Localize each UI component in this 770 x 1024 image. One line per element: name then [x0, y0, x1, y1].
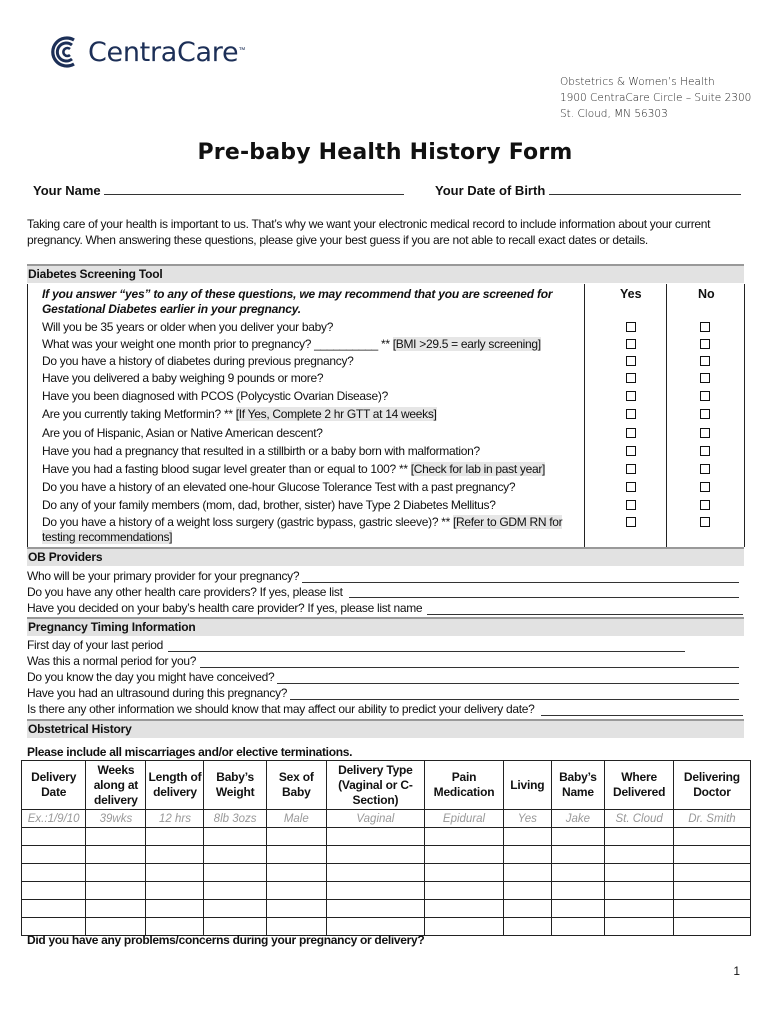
checkbox-no[interactable] [700, 446, 710, 456]
table-row-example [22, 810, 751, 828]
diabetes-question: Do you have a history of a weight loss surgery (gastric bypass, gastric sleeve)? ** [Refer to GDM RN for [42, 515, 563, 529]
checkbox-no[interactable] [700, 356, 710, 366]
timing-question: Do you know the day you might have conceived? [27, 670, 275, 684]
table-cell[interactable] [22, 900, 86, 918]
diabetes-question: Have you been diagnosed with PCOS (Polycystic Ovarian Disease)? [42, 389, 388, 403]
ob-provider-blank[interactable] [302, 582, 739, 583]
column-header: Delivering Doctor [673, 761, 750, 810]
diabetes-question: Do any of your family members (mom, dad, brother, sister) have Type 2 Diabetes Mellitus? [42, 498, 496, 512]
table-cell[interactable] [146, 900, 204, 918]
table-row [22, 882, 751, 900]
timing-blank[interactable] [277, 683, 739, 684]
column-header: Baby’s Weight [204, 761, 266, 810]
checkbox-no[interactable] [700, 428, 710, 438]
table-cell[interactable] [551, 828, 605, 846]
example-cell: Ex.:1/9/10 [22, 810, 86, 828]
question-note: [Refer to GDM RN for [453, 515, 563, 529]
table-row [22, 900, 751, 918]
section-diabetes-heading: Diabetes Screening Tool [27, 264, 744, 283]
diabetes-question: Will you be 35 years or older when you deliver your baby? [42, 320, 334, 334]
column-header: Where Delivered [605, 761, 674, 810]
column-header: Delivery Date [22, 761, 86, 810]
table-cell[interactable] [673, 846, 750, 864]
checkbox-yes[interactable] [626, 373, 636, 383]
table-cell[interactable] [424, 828, 503, 846]
timing-blank[interactable] [541, 715, 743, 716]
diabetes-question: Are you currently taking Metformin? ** [If Yes, Complete 2 hr GTT at 14 weeks] [42, 407, 437, 421]
column-header: Living [504, 761, 551, 810]
table-cell[interactable] [424, 918, 503, 936]
table-cell[interactable] [504, 846, 551, 864]
timing-question: Was this a normal period for you? [27, 654, 197, 668]
table-cell[interactable] [673, 900, 750, 918]
table-cell[interactable] [204, 864, 266, 882]
table-cell[interactable] [424, 882, 503, 900]
section-timing-heading: Pregnancy Timing Information [27, 617, 744, 636]
table-cell[interactable] [22, 828, 86, 846]
form-title: Pre-baby Health History Form [197, 140, 573, 165]
section-obstetrical-history-heading: Obstetrical History [27, 719, 744, 738]
table-cell[interactable] [266, 900, 326, 918]
example-cell: 12 hrs [146, 810, 204, 828]
table-row [22, 864, 751, 882]
checkbox-no[interactable] [700, 482, 710, 492]
checkbox-yes[interactable] [626, 464, 636, 474]
address-line: St. Cloud, MN 56303 [560, 108, 668, 120]
table-cell[interactable] [605, 882, 674, 900]
diabetes-question: Have you had a fasting blood sugar level greater than or equal to 100? ** [Check for lab in past year] [42, 462, 546, 476]
question-note: [Check for lab in past year] [410, 462, 546, 476]
checkbox-no[interactable] [700, 391, 710, 401]
ob-provider-question: Have you decided on your baby’s health care provider? If yes, please list name [27, 601, 423, 615]
table-cell[interactable] [146, 828, 204, 846]
table-cell[interactable] [204, 900, 266, 918]
checkbox-yes[interactable] [626, 482, 636, 492]
diabetes-question: Do you have a history of an elevated one-hour Glucose Tolerance Test with a past pregnancy? [42, 480, 516, 494]
table-cell[interactable] [551, 900, 605, 918]
checkbox-no[interactable] [700, 409, 710, 419]
diabetes-question: Are you of Hispanic, Asian or Native American descent? [42, 426, 323, 440]
timing-question: First day of your last period [27, 638, 164, 652]
checkbox-yes[interactable] [626, 428, 636, 438]
example-cell: Vaginal [326, 810, 424, 828]
checkbox-yes[interactable] [626, 391, 636, 401]
table-cell[interactable] [504, 882, 551, 900]
timing-question: Have you had an ultrasound during this pregnancy? [27, 686, 288, 700]
column-header: Delivery Type (Vaginal or C-Section) [326, 761, 424, 810]
table-cell[interactable] [673, 864, 750, 882]
table-cell[interactable] [551, 864, 605, 882]
checkbox-yes[interactable] [626, 356, 636, 366]
clinic-address [560, 74, 751, 122]
table-cell[interactable] [424, 864, 503, 882]
diabetes-question: Have you had a pregnancy that resulted in a stillbirth or a baby born with malformation? [42, 444, 480, 458]
table-cell[interactable] [146, 882, 204, 900]
example-cell: Epidural [424, 810, 503, 828]
example-cell: Yes [504, 810, 551, 828]
centracare-logo-icon [48, 34, 82, 70]
diabetes-question: What was your weight one month prior to pregnancy? __________ ** [BMI >29.5 = early screening] [42, 337, 541, 351]
logo-wordmark: CentraCare [88, 36, 239, 68]
table-cell[interactable] [605, 918, 674, 936]
checkbox-yes[interactable] [626, 500, 636, 510]
table-cell[interactable] [86, 900, 146, 918]
table-cell[interactable] [326, 864, 424, 882]
table-cell[interactable] [266, 828, 326, 846]
table-cell[interactable] [86, 882, 146, 900]
table-cell[interactable] [424, 900, 503, 918]
example-cell: 39wks [86, 810, 146, 828]
column-header: Sex of Baby [266, 761, 326, 810]
table-cell[interactable] [86, 828, 146, 846]
table-cell[interactable] [605, 900, 674, 918]
diabetes-table [27, 284, 745, 547]
table-cell[interactable] [673, 918, 750, 936]
table-row [22, 846, 751, 864]
table-cell[interactable] [204, 828, 266, 846]
checkbox-yes[interactable] [626, 322, 636, 332]
checkbox-yes[interactable] [626, 409, 636, 419]
dob-field[interactable] [435, 183, 741, 198]
table-cell[interactable] [605, 828, 674, 846]
example-cell: Jake [551, 810, 605, 828]
timing-blank[interactable] [168, 651, 685, 652]
logo-trademark: ™ [238, 46, 246, 54]
dob-blank[interactable] [549, 194, 741, 195]
table-cell[interactable] [204, 846, 266, 864]
intro-text: Taking care of your health is important to us. That’s why we want your electronic medical record to include information about your current pregnancy. When answering these questions, please give your best guess if you are not able to recall exact dates or details. [27, 217, 711, 247]
ob-provider-blank[interactable] [427, 614, 743, 615]
table-cell[interactable] [266, 846, 326, 864]
section-ob-providers-heading: OB Providers [27, 547, 744, 566]
example-cell: Dr. Smith [673, 810, 750, 828]
table-cell[interactable] [504, 918, 551, 936]
timing-blank[interactable] [290, 699, 739, 700]
table-cell[interactable] [326, 828, 424, 846]
table-cell[interactable] [673, 828, 750, 846]
checkbox-yes[interactable] [626, 446, 636, 456]
example-cell: Male [266, 810, 326, 828]
column-header: Weeks along at delivery [86, 761, 146, 810]
table-cell[interactable] [326, 900, 424, 918]
table-header-row [22, 761, 751, 810]
column-header: Length of delivery [146, 761, 204, 810]
column-header: Baby’s Name [551, 761, 605, 810]
table-cell[interactable] [504, 828, 551, 846]
table-cell[interactable] [146, 846, 204, 864]
table-cell[interactable] [551, 882, 605, 900]
table-cell[interactable] [673, 882, 750, 900]
checkbox-no[interactable] [700, 517, 710, 527]
table-cell[interactable] [551, 846, 605, 864]
diabetes-instruction: If you answer “yes” to any of these questions, we may recommend that you are screened for Gestational Diabetes earlier in your pregnancy. [42, 287, 553, 316]
name-field[interactable] [33, 183, 404, 198]
timing-blank[interactable] [200, 667, 739, 668]
timing-question: Is there any other information we should know that may affect our ability to predict your delivery date? [27, 702, 535, 716]
centracare-logo [48, 34, 245, 70]
table-cell[interactable] [204, 882, 266, 900]
checkbox-no[interactable] [700, 464, 710, 474]
table-cell[interactable] [326, 882, 424, 900]
table-cell[interactable] [86, 846, 146, 864]
table-cell[interactable] [146, 864, 204, 882]
example-cell: St. Cloud [605, 810, 674, 828]
example-cell: 8lb 3ozs [204, 810, 266, 828]
ob-provider-blank[interactable] [349, 597, 739, 598]
checkbox-no[interactable] [700, 500, 710, 510]
problems-question: Did you have any problems/concerns during your pregnancy or delivery? [27, 933, 425, 947]
question-note: [If Yes, Complete 2 hr GTT at 14 weeks] [235, 407, 437, 421]
address-line: Obstetrics & Women’s Health [560, 76, 715, 88]
table-cell[interactable] [605, 846, 674, 864]
table-cell[interactable] [266, 882, 326, 900]
diabetes-question: Have you delivered a baby weighing 9 pounds or more? [42, 371, 324, 385]
ob-provider-question: Who will be your primary provider for your pregnancy? [27, 569, 300, 583]
table-cell[interactable] [504, 900, 551, 918]
checkbox-no[interactable] [700, 322, 710, 332]
name-label: Your Name [33, 183, 101, 198]
table-cell[interactable] [551, 918, 605, 936]
table-cell[interactable] [86, 864, 146, 882]
page-number: 1 [733, 964, 740, 978]
question-note: [BMI >29.5 = early screening] [392, 337, 541, 351]
obstetric-note: Please include all miscarriages and/or elective terminations. [27, 745, 353, 759]
ob-provider-question: Do you have any other health care providers? If yes, please list [27, 585, 343, 599]
obstetric-history-table [21, 760, 751, 936]
checkbox-yes[interactable] [626, 517, 636, 527]
diabetes-question: Do you have a history of diabetes during previous pregnancy? [42, 354, 354, 368]
diabetes-question-cont: testing recommendations] [42, 530, 173, 544]
table-cell[interactable] [22, 846, 86, 864]
checkbox-no[interactable] [700, 339, 710, 349]
table-cell[interactable] [22, 882, 86, 900]
table-cell[interactable] [266, 864, 326, 882]
table-cell[interactable] [605, 864, 674, 882]
table-cell[interactable] [22, 864, 86, 882]
yes-header: Yes [620, 287, 642, 301]
address-line: 1900 CentraCare Circle – Suite 2300 [560, 92, 752, 104]
dob-label: Your Date of Birth [435, 183, 546, 198]
no-header: No [698, 287, 715, 301]
table-row [22, 828, 751, 846]
table-cell[interactable] [326, 846, 424, 864]
checkbox-yes[interactable] [626, 339, 636, 349]
name-blank[interactable] [104, 194, 404, 195]
table-cell[interactable] [504, 864, 551, 882]
table-cell[interactable] [424, 846, 503, 864]
checkbox-no[interactable] [700, 373, 710, 383]
column-header: Pain Medication [424, 761, 503, 810]
